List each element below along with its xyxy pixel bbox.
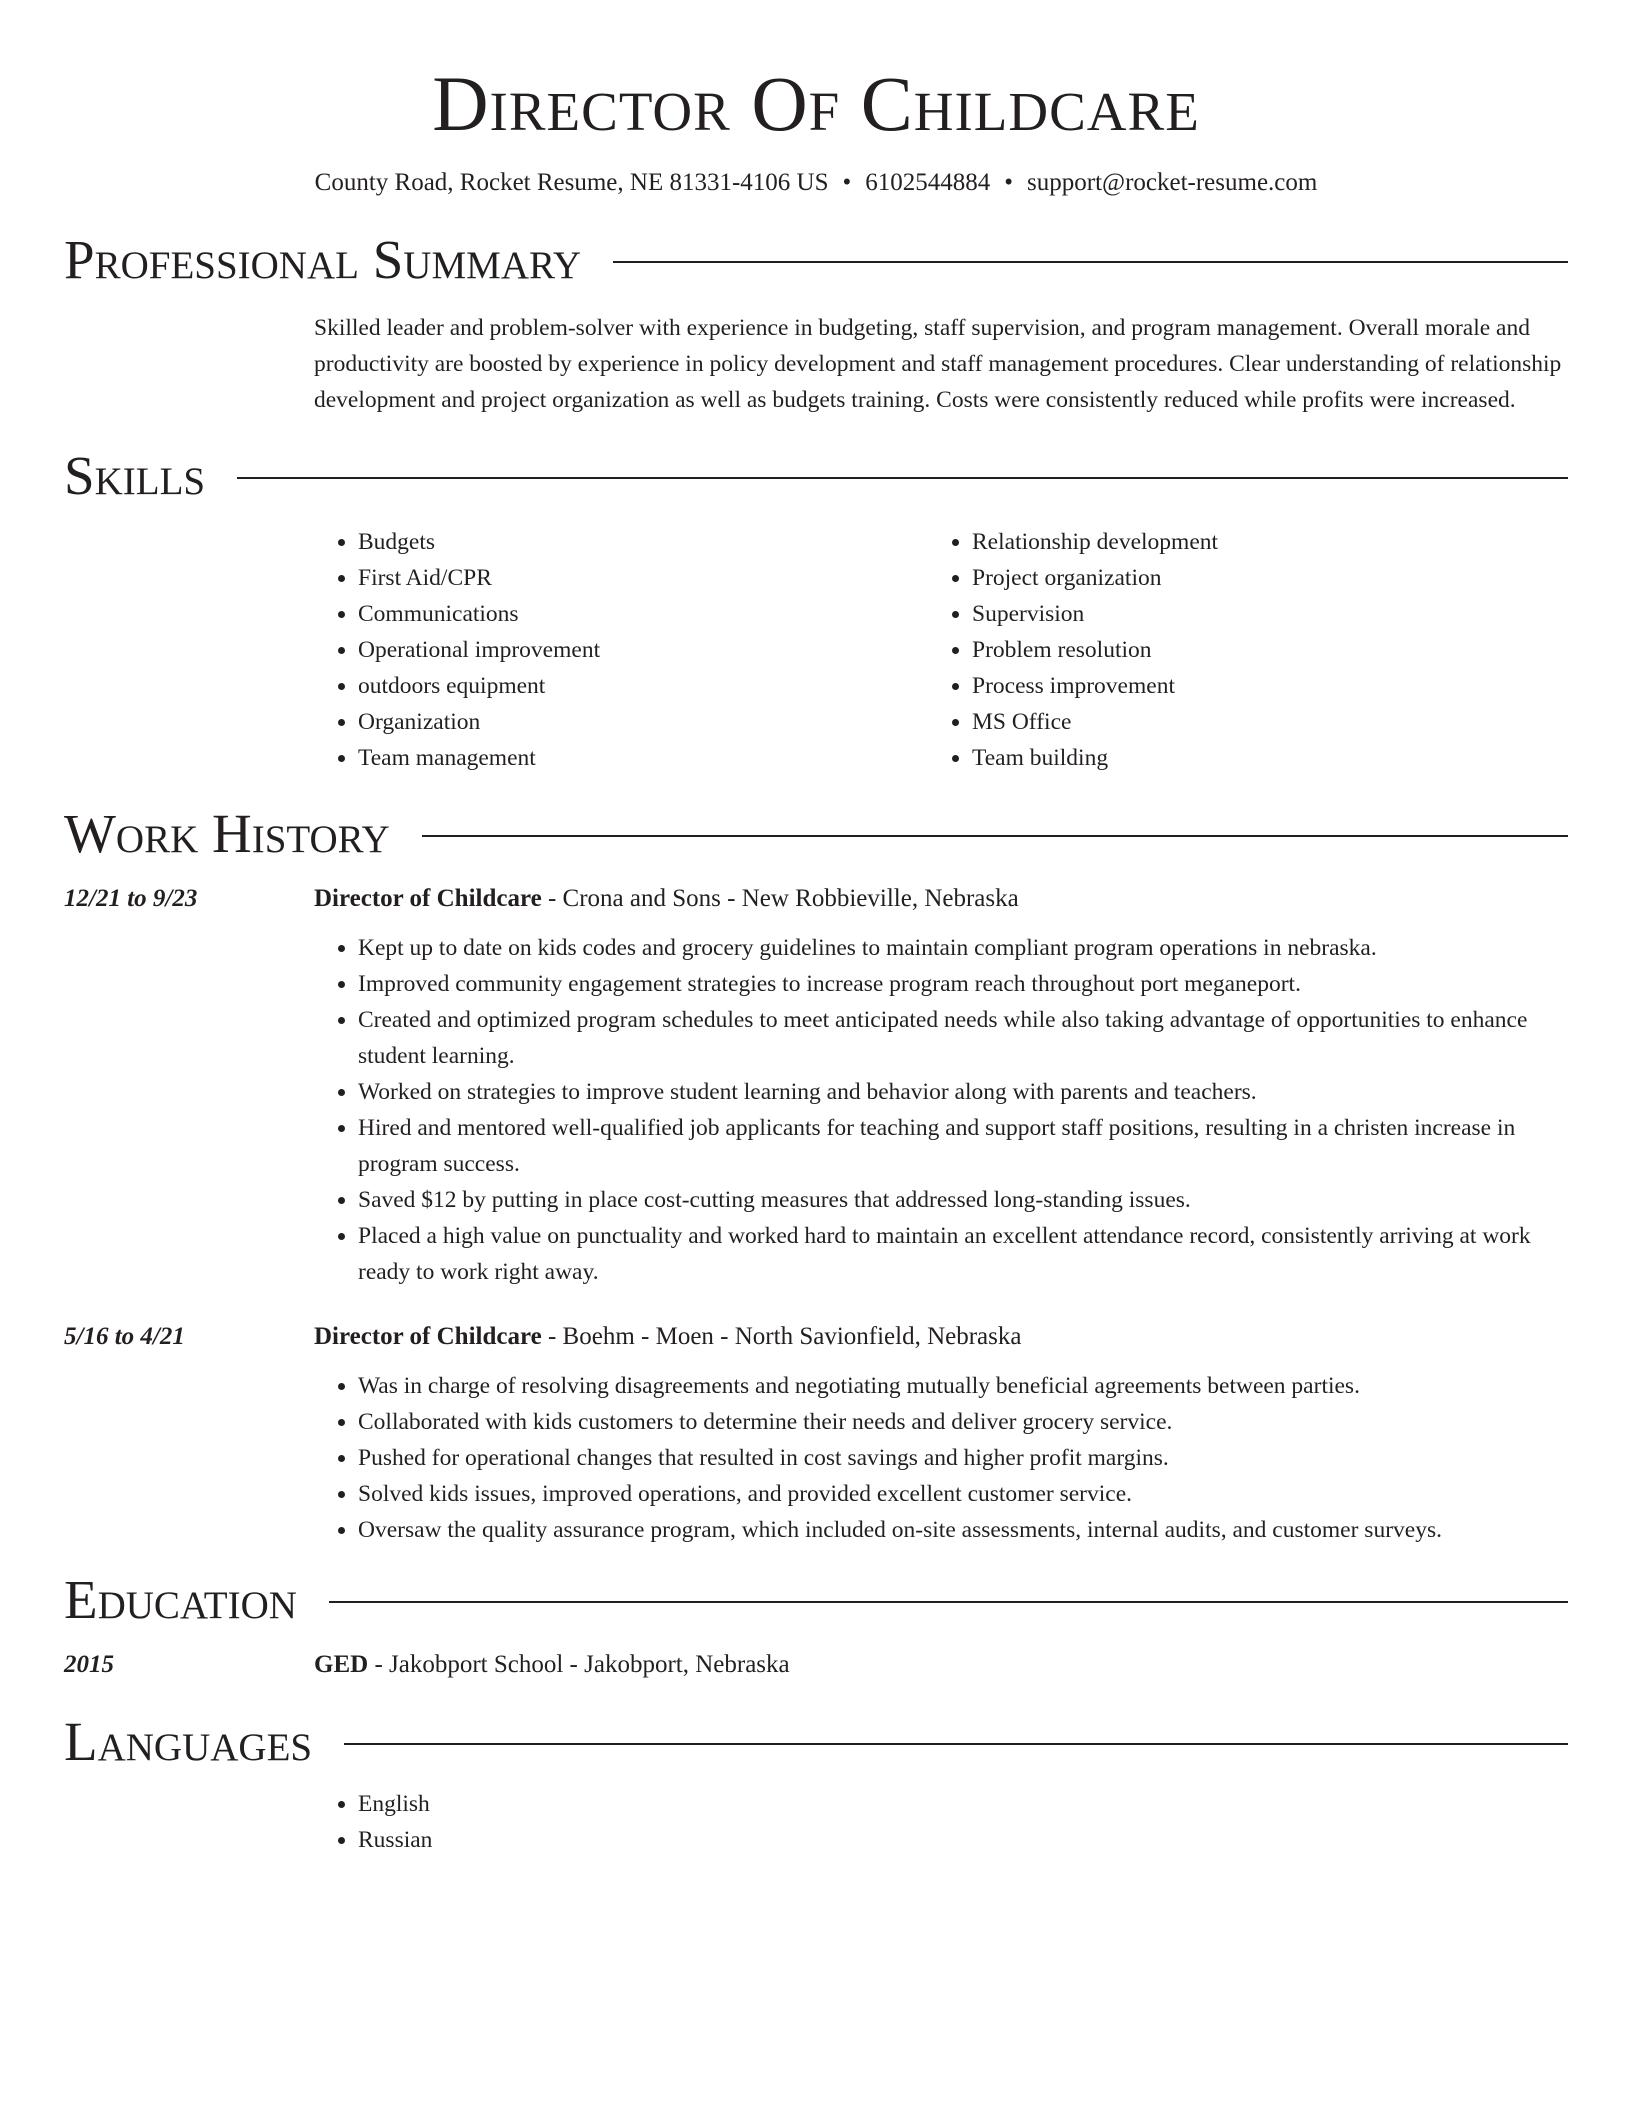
summary-text: Skilled leader and problem-solver with experience in budgeting, staff supervision, and program management. Overall morale and productivity are boosted by experience in policy development and staff management procedures. Clear understanding of relationship development and project organization as well as budgets training. Costs were consistently reduced while profits were increased. bbox=[314, 315, 1562, 413]
job-entry bbox=[64, 1320, 1568, 1548]
contact-separator: • bbox=[1004, 169, 1014, 196]
job-bullet: • Created and optimized program schedules to meet anticipated needs while also taking advantage of opportunities to enhance student learning. bbox=[358, 1002, 1568, 1074]
job-bullet: • Kept up to date on kids codes and grocery guidelines to maintain compliant program operations in nebraska. bbox=[358, 930, 1568, 966]
skill-item: • Process improvement bbox=[972, 668, 1542, 704]
section-header bbox=[64, 446, 1568, 506]
work-history-section bbox=[64, 804, 1568, 1548]
section-title: Education bbox=[64, 1569, 297, 1630]
job-dates: 12/21 to 9/23 bbox=[64, 885, 198, 912]
job-body bbox=[314, 1320, 1568, 1548]
job-body bbox=[314, 882, 1568, 1290]
resume-name: Director Of Childcare bbox=[432, 60, 1200, 147]
section-header bbox=[64, 1712, 1568, 1772]
section-title: Professional Summary bbox=[64, 229, 582, 290]
job-details: - Boehm - Moen - North Savionfield, Nebraska bbox=[541, 1323, 1022, 1350]
education-details: - Jakobport School - Jakobport, Nebraska bbox=[368, 1651, 790, 1678]
job-role: Director of Childcare bbox=[314, 1323, 542, 1350]
skill-item: • Supervision bbox=[972, 596, 1542, 632]
contact-line bbox=[64, 168, 1568, 198]
education-entry bbox=[64, 1648, 1568, 1682]
skill-item: • outdoors equipment bbox=[358, 668, 928, 704]
languages-list bbox=[314, 1786, 1568, 1858]
education-body bbox=[314, 1648, 1568, 1682]
skills-columns bbox=[314, 524, 1568, 776]
job-dates: 5/16 to 4/21 bbox=[64, 1323, 185, 1350]
education-section bbox=[64, 1570, 1568, 1682]
job-bullet: • Hired and mentored well-qualified job applicants for teaching and support staff positions, resulting in a christen increase in program success. bbox=[358, 1110, 1568, 1182]
contact-separator: • bbox=[842, 169, 852, 196]
skill-item: • Communications bbox=[358, 596, 928, 632]
job-bullet: • Saved $12 by putting in place cost-cutting measures that addressed long-standing issues. bbox=[358, 1182, 1568, 1218]
job-bullets bbox=[314, 930, 1568, 1290]
skill-item: • Project organization bbox=[972, 560, 1542, 596]
job-bullet: • Placed a high value on punctuality and worked hard to maintain an excellent attendance record, consistently arriving at work ready to work right away. bbox=[358, 1218, 1568, 1290]
skill-item: • Relationship development bbox=[972, 524, 1542, 560]
section-header bbox=[64, 1570, 1568, 1630]
language-item: • Russian bbox=[358, 1822, 1568, 1858]
languages-body bbox=[314, 1786, 1568, 1858]
job-bullet: • Improved community engagement strategies to increase program reach throughout port meganeport. bbox=[358, 966, 1568, 1002]
job-bullet: • Pushed for operational changes that resulted in cost savings and higher profit margins. bbox=[358, 1440, 1568, 1476]
section-divider bbox=[613, 261, 1568, 263]
job-role: Director of Childcare bbox=[314, 885, 542, 912]
section-divider bbox=[422, 835, 1568, 837]
summary-section bbox=[64, 230, 1568, 418]
skills-list-left bbox=[314, 524, 928, 776]
languages-section bbox=[64, 1712, 1568, 1858]
section-title: Skills bbox=[64, 445, 206, 506]
job-bullet: • Oversaw the quality assurance program, which included on-site assessments, internal audits, and customer surveys. bbox=[358, 1512, 1568, 1548]
skill-item: • MS Office bbox=[972, 704, 1542, 740]
skill-item: • Organization bbox=[358, 704, 928, 740]
section-title: Languages bbox=[64, 1711, 313, 1772]
job-entry bbox=[64, 882, 1568, 1290]
skill-item: • First Aid/CPR bbox=[358, 560, 928, 596]
section-divider bbox=[237, 477, 1568, 479]
job-heading bbox=[314, 1320, 1568, 1354]
contact-address: County Road, Rocket Resume, NE 81331-4106 US bbox=[314, 169, 829, 196]
skill-item: • Problem resolution bbox=[972, 632, 1542, 668]
education-year: 2015 bbox=[64, 1651, 114, 1678]
language-item: • English bbox=[358, 1786, 1568, 1822]
section-divider bbox=[344, 1743, 1568, 1745]
job-heading bbox=[314, 882, 1568, 916]
section-header bbox=[64, 230, 1568, 290]
job-bullet: • Collaborated with kids customers to determine their needs and deliver grocery service. bbox=[358, 1404, 1568, 1440]
job-bullet: • Solved kids issues, improved operations, and provided excellent customer service. bbox=[358, 1476, 1568, 1512]
section-header bbox=[64, 804, 1568, 864]
job-bullets bbox=[314, 1368, 1568, 1548]
skill-item: • Operational improvement bbox=[358, 632, 928, 668]
section-divider bbox=[329, 1601, 1568, 1603]
job-bullet: • Was in charge of resolving disagreements and negotiating mutually beneficial agreements between parties. bbox=[358, 1368, 1568, 1404]
skill-item: • Budgets bbox=[358, 524, 928, 560]
skills-list-right bbox=[928, 524, 1542, 776]
contact-email: support@rocket-resume.com bbox=[1027, 169, 1318, 196]
skill-item: • Team management bbox=[358, 740, 928, 776]
job-details: - Crona and Sons - New Robbieville, Nebraska bbox=[541, 885, 1019, 912]
section-title: Work History bbox=[64, 803, 390, 864]
skills-section bbox=[64, 446, 1568, 776]
job-bullet: • Worked on strategies to improve student learning and behavior along with parents and teachers. bbox=[358, 1074, 1568, 1110]
contact-phone: 6102544884 bbox=[865, 169, 991, 196]
skill-item: • Team building bbox=[972, 740, 1542, 776]
education-degree: GED bbox=[314, 1651, 369, 1678]
